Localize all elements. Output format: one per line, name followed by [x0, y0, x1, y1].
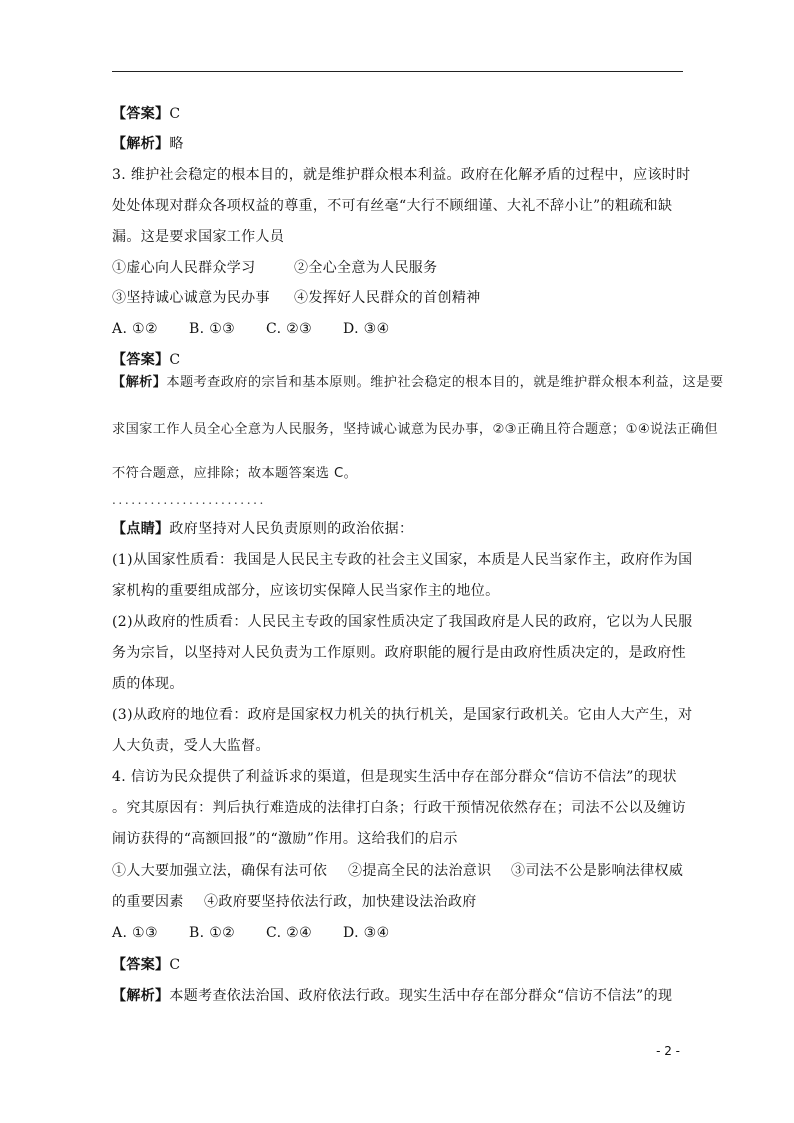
choice-b: B. ①③ [189, 321, 236, 337]
separator-dots: ........................ [112, 493, 266, 507]
choice-a: A. ①③ [112, 925, 158, 941]
tip-title: 政府坚持对人民负责原则的政治依据： [169, 521, 414, 537]
q3-tip-line: 务为宗旨，以坚持对人民负责为工作原则。政府职能的履行是由政府性质决定的，是政府性 [112, 645, 686, 661]
q3-stem-line: 处处体现对群众各项权益的尊重，不可有丝毫“大行不顾细谨、大礼不辞小让”的粗疏和缺 [112, 198, 673, 214]
q3-tip-heading [112, 520, 413, 538]
q2-answer [112, 105, 180, 123]
header-rule [112, 71, 683, 72]
analysis-tag: 【解析】 [112, 375, 167, 390]
q3-tip-line: (1)从国家性质看：我国是人民民主专政的社会主义国家，本质是人民当家作主，政府作为国 [112, 552, 693, 568]
q2-analysis [112, 135, 184, 153]
q4-analysis [112, 987, 672, 1005]
q3-analysis-line [112, 374, 723, 392]
answer-tag: 【答案】 [112, 957, 170, 973]
analysis-text: 略 [169, 136, 184, 152]
q3-statement: ①虚心向人民群众学习 [112, 260, 256, 276]
q4-statement: ①人大要加强立法，确保有法可依 [112, 863, 328, 879]
q3-tip-line: 质的体现。 [112, 676, 184, 692]
choice-c: C. ②③ [266, 321, 312, 337]
choice-c: C. ②④ [266, 925, 312, 941]
q3-analysis-line: 不符合题意，应排除；故本题答案选 C。 [112, 466, 358, 481]
q4-statements-row [112, 862, 683, 880]
q3-statements-row [112, 289, 481, 307]
q3-analysis-line: 求国家工作人员全心全意为人民服务，坚持诚心诚意为民办事，②③正确且符合题意；①④说法正确但 [112, 422, 718, 437]
q4-statement: ③司法不公是影响法律权威 [511, 863, 684, 879]
tip-tag: 【点睛】 [112, 521, 170, 537]
q4-statement: ②提高全民的法治意识 [348, 863, 492, 879]
q3-stem-line: 3. 维护社会稳定的根本目的，就是维护群众根本利益。政府在化解矛盾的过程中，应该时时 [112, 167, 691, 183]
q4-stem-line: 4. 信访为民众提供了利益诉求的渠道，但是现实生活中存在部分群众“信访不信法”的现状 [112, 769, 677, 785]
q3-statements-row [112, 259, 438, 277]
answer-value: C [169, 352, 181, 368]
q3-stem-line: 漏。这是要求国家工作人员 [112, 229, 285, 245]
answer-value: C [169, 957, 181, 973]
q4-statements-row [112, 893, 477, 911]
q4-stem-line: 。究其原因有：判后执行难造成的法律打白条；行政干预情况依然存在；司法不公以及缠访 [112, 800, 686, 816]
choice-a: A. ①② [112, 321, 158, 337]
q3-tip-line: (3)从政府的地位看：政府是国家权力机关的执行机关，是国家行政机关。它由人大产生，对 [112, 707, 693, 723]
choice-d: D. ③④ [343, 925, 390, 941]
q3-choices [112, 320, 389, 338]
q4-stem-line: 闹访获得的“高额回报”的“激励”作用。这给我们的启示 [112, 831, 458, 847]
answer-value: C [169, 106, 181, 122]
choice-d: D. ③④ [343, 321, 390, 337]
q3-tip-line: 人大负责，受人大监督。 [112, 738, 270, 754]
q4-statement: ④政府要坚持依法行政，加快建设法治政府 [204, 894, 477, 910]
q3-statement: ②全心全意为人民服务 [294, 260, 438, 276]
answer-tag: 【答案】 [112, 106, 170, 122]
q3-tip-line: 家机构的重要组成部分，应该切实保障人民当家作主的地位。 [112, 583, 500, 599]
page-number: - 2 - [656, 1044, 680, 1058]
q4-answer [112, 956, 180, 974]
q3-tip-line: (2)从政府的性质看：人民民主专政的国家性质决定了我国政府是人民的政府，它以为人民服 [112, 614, 693, 630]
q3-statement: ④发挥好人民群众的首创精神 [294, 290, 481, 306]
q4-choices [112, 924, 389, 942]
choice-b: B. ①② [189, 925, 236, 941]
analysis-tag: 【解析】 [112, 136, 170, 152]
q3-statement: ③坚持诚心诚意为民办事 [112, 290, 270, 306]
analysis-tag: 【解析】 [112, 988, 170, 1004]
analysis-text: 本题考查政府的宗旨和基本原则。维护社会稳定的根本目的，就是维护群众根本利益，这是要 [166, 375, 724, 390]
answer-tag: 【答案】 [112, 352, 170, 368]
analysis-text: 本题考查依法治国、政府依法行政。现实生活中存在部分群众“信访不信法”的现 [169, 988, 673, 1004]
q3-answer [112, 351, 180, 369]
q4-statement: 的重要因素 [112, 894, 184, 910]
